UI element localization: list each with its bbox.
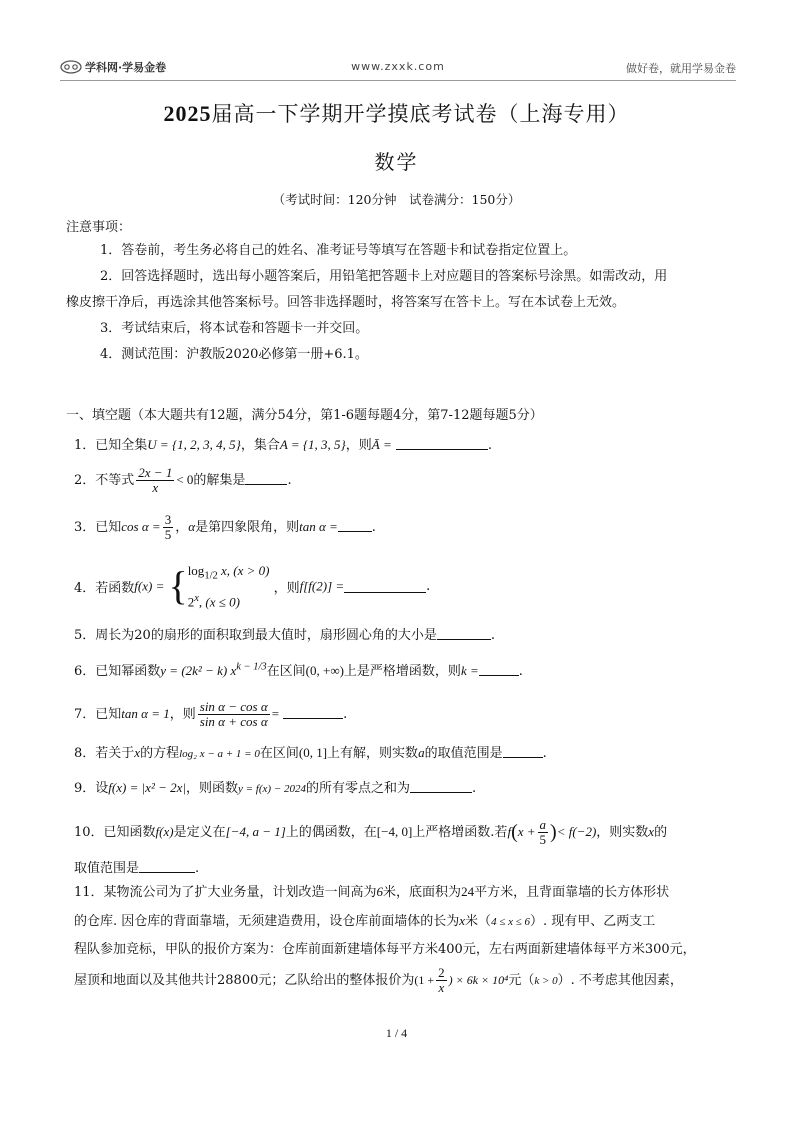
- q10-fx: f(x): [155, 824, 174, 839]
- q4-case-1: [188, 560, 270, 588]
- question-9: [74, 777, 734, 796]
- q10-left-paren: (: [511, 821, 518, 843]
- q11-text-4: 的仓库. 因仓库的背面靠墙，无须建造费用，设仓库前面墙体的长为: [74, 914, 460, 929]
- q4-exponent: x: [194, 592, 199, 604]
- q2-text-2: 的解集是: [193, 473, 246, 488]
- q7-text-2: ，则: [169, 707, 196, 722]
- q6-end: .: [518, 664, 523, 679]
- q3-text-2: ，: [175, 520, 189, 535]
- q10-domain: [−4, a − 1]: [225, 824, 286, 839]
- answer-blank[interactable]: [479, 663, 519, 676]
- question-2: [74, 466, 734, 495]
- q10-denominator: 5: [539, 832, 547, 847]
- exam-title-text: 届高一下学期开学摸底考试卷（上海专用）: [211, 102, 630, 126]
- q11-k-condition: k > 0: [534, 975, 558, 987]
- q7-text: 7．已知: [74, 707, 122, 722]
- q4-case-1-expr: x, (x > 0): [220, 563, 270, 578]
- q2-inequality: < 0: [176, 472, 194, 487]
- notice-heading: 注意事项：: [66, 220, 132, 235]
- answer-blank[interactable]: [410, 780, 472, 793]
- q4-text: 4．若函数: [74, 580, 135, 596]
- q3-cos: cos α =: [121, 519, 161, 534]
- q11-numerator: 2: [438, 965, 445, 980]
- logo-text: 学科网·学易金卷: [85, 61, 167, 74]
- q6-k: k =: [460, 663, 479, 678]
- q1-text-3: ，则: [345, 438, 372, 453]
- q11-x: x: [459, 913, 466, 928]
- q1-set-u: U = {1, 2, 3, 4, 5}: [147, 437, 241, 452]
- q11-denominator: x: [438, 980, 445, 995]
- q9-text-2: ，则函数: [185, 781, 238, 796]
- q10-fraction: [538, 818, 549, 847]
- q4-end: .: [426, 578, 431, 594]
- q10-right-paren: ): [550, 821, 557, 843]
- header-slogan: 做好卷，就用学易金卷: [626, 62, 736, 75]
- q11-text-3: 平方米，且背面靠墙的长方体形状: [474, 885, 670, 900]
- q8-x: x: [134, 745, 141, 760]
- q4-log: log: [187, 563, 205, 578]
- notice-item: 1．答卷前，考生务必将自己的姓名、准考证号等填写在答题卡和试卷指定位置上。: [100, 243, 577, 258]
- q10-interval: [−4, 0]: [376, 824, 413, 839]
- notice-item-continued: 橡皮擦干净后，再选涂其他答案标号。回答非选择题时，将答案写在答卡上。写在本试卷上无效。: [66, 295, 626, 310]
- question-10: [74, 818, 734, 847]
- q10-text-5: ，则实数: [596, 825, 649, 840]
- q1-complement: Ā =: [371, 437, 392, 452]
- q10-numerator: a: [539, 817, 547, 832]
- q11-expr-close: ) × 6k × 10⁴: [448, 973, 509, 987]
- q8-a: a: [418, 745, 425, 760]
- q4-log-base: 1/2: [204, 570, 218, 582]
- q11-text: 11．某物流公司为了扩大业务量，计划改造一间高为: [74, 885, 377, 900]
- q10-end: .: [195, 861, 200, 876]
- q6-interval: (0, +∞): [305, 663, 344, 678]
- q11-line-2: [74, 907, 734, 936]
- answer-blank[interactable]: [139, 860, 195, 873]
- q10-x-plus: x +: [517, 824, 536, 839]
- exam-info: （考试时间：120分钟 试卷满分：150分）: [272, 192, 521, 207]
- q9-function: f(x) = |x² − 2x|: [108, 780, 186, 795]
- q4-case-2: [188, 588, 270, 613]
- q9-text-3: 的所有零点之和为: [305, 781, 410, 796]
- q3-tan: tan α =: [299, 519, 338, 534]
- answer-blank[interactable]: [503, 745, 543, 758]
- q11-line-3: 程队参加竞标，甲队的报价方案为：仓库前面新建墙体每平方米400元，左右两面新建墙体每平方米300元，: [74, 942, 696, 957]
- q11-line-4: [74, 966, 734, 995]
- notice-item: 4．测试范围：沪教版2020必修第一册+6.1。: [100, 347, 368, 362]
- q3-end: .: [371, 520, 376, 535]
- q4-case-2-expr: , (x ≤ 0): [198, 593, 240, 609]
- q9-end: .: [471, 781, 477, 796]
- question-10-line-2: [74, 857, 734, 876]
- page-header: [60, 56, 736, 81]
- answer-blank[interactable]: [396, 437, 488, 450]
- q5-end: .: [490, 628, 495, 643]
- q6-text: 6．已知幂函数: [74, 664, 161, 679]
- q6-text-2: 在区间: [266, 664, 306, 679]
- question-1: [74, 434, 734, 453]
- exam-year: 2025: [163, 101, 212, 126]
- q11-text-6: ）. 现有甲、乙两支工: [530, 914, 656, 929]
- exam-title: [0, 98, 793, 128]
- q11-expr-open: (1 +: [414, 973, 435, 987]
- q10-text-2: 是定义在: [173, 825, 226, 840]
- q4-base: 2: [187, 593, 195, 609]
- question-3: [74, 513, 734, 542]
- q11-range: 4 ≤ x ≤ 6: [491, 916, 531, 928]
- answer-blank[interactable]: [344, 580, 426, 593]
- q4-function: f(x) =: [134, 578, 165, 594]
- site-url[interactable]: www.zxxk.com: [351, 60, 445, 73]
- q11-text-7: 屋顶和地面以及其他共计28800元；乙队给出的整体报价为: [74, 973, 415, 988]
- notice-item: 3．考试结束后，将本试卷和答题卡一并交回。: [100, 321, 369, 336]
- q6-exponent: k − 1/3: [236, 661, 267, 673]
- question-8: [74, 742, 734, 761]
- notice-item: 2．回答选择题时，选出每小题答案后，用铅笔把答题卡上对应题目的答案标号涂黑。如需改动，用: [100, 269, 668, 284]
- q10-x: x: [648, 824, 655, 839]
- q4-brace: {: [168, 563, 188, 609]
- question-5: [74, 624, 734, 643]
- section-heading: 一、填空题（本大题共有12题，满分54分，第1-6题每题4分，第7-12题每题5分）: [66, 408, 543, 423]
- q8-interval: (0, 1]: [298, 745, 328, 760]
- question-4: [74, 560, 734, 613]
- q2-denominator: x: [152, 480, 159, 495]
- q10-text-3: 上的偶函数，在: [285, 825, 377, 840]
- q11-fraction: [436, 966, 447, 995]
- q1-text-2: ，集合: [240, 438, 280, 453]
- q8-text-4: 上有解，则实数: [327, 746, 419, 761]
- q8-equation: log₂ x − a + 1 = 0: [179, 748, 260, 760]
- q8-text-5: 的取值范围是: [424, 746, 503, 761]
- q11-text-8: 元（: [508, 973, 535, 988]
- q2-fraction: [136, 466, 174, 495]
- q10-text-6: 的: [654, 825, 668, 840]
- q10-inequality: < f(−2): [556, 824, 597, 839]
- q7-fraction: [198, 700, 270, 729]
- q7-equals: =: [271, 706, 280, 721]
- q3-text: 3．已知: [74, 520, 122, 535]
- q4-composite: f[f(2)] =: [299, 578, 345, 594]
- q3-text-3: 是第四象限角，则: [195, 520, 300, 535]
- q11-text-2: 米，底面积为: [383, 885, 462, 900]
- q7-end: .: [343, 707, 348, 722]
- q11-height: 6: [376, 884, 384, 899]
- notice-list: [66, 238, 730, 368]
- q1-end: .: [487, 438, 493, 453]
- q7-numerator: sin α − cos α: [199, 699, 268, 714]
- q3-numerator: 3: [164, 512, 172, 527]
- q4-text-2: ，则: [273, 580, 300, 596]
- q2-end: .: [287, 473, 292, 488]
- q10-text: 10．已知函数: [74, 825, 156, 840]
- q6-text-3: 上是严格增函数，则: [343, 664, 461, 679]
- q1-set-a: A = {1, 3, 5}: [279, 437, 346, 452]
- q3-denominator: 5: [164, 527, 172, 542]
- q11-line-1: [74, 878, 734, 907]
- q11-text-5: 米（: [465, 914, 492, 929]
- page-number: 1 / 4: [385, 1026, 408, 1040]
- subject-title: 数学: [374, 150, 419, 174]
- q5-text: 5．周长为20的扇形的面积取到最大值时，扇形圆心角的大小是: [74, 628, 437, 643]
- q8-text-2: 的方程: [140, 746, 180, 761]
- q10-text-4: 上严格增函数.若: [412, 825, 508, 840]
- q7-denominator: sin α + cos α: [199, 714, 268, 729]
- answer-blank[interactable]: [245, 472, 287, 485]
- q2-numerator: 2x − 1: [138, 465, 173, 480]
- q8-text-3: 在区间: [259, 746, 299, 761]
- q8-end: .: [542, 746, 547, 761]
- q11-area: 24: [461, 884, 475, 899]
- q11-text-9: ）. 不考虑其他因素，: [557, 973, 683, 988]
- q9-text: 9．设: [74, 781, 109, 796]
- question-11: [74, 878, 734, 995]
- q6-power-function: y = (2k² − k) x: [160, 663, 237, 678]
- question-7: [74, 700, 734, 729]
- question-6: [74, 660, 734, 679]
- q9-function-2: y = f(x) − 2024: [237, 783, 306, 795]
- q8-text: 8．若关于: [74, 746, 135, 761]
- q10-f: f: [507, 824, 512, 839]
- q3-alpha: α: [188, 519, 196, 534]
- q1-text: 1．已知全集: [74, 438, 148, 453]
- answer-blank[interactable]: [338, 519, 372, 532]
- q7-tan: tan α = 1: [121, 706, 170, 721]
- q4-piecewise: [168, 560, 269, 613]
- q3-fraction: [163, 513, 174, 542]
- answer-blank[interactable]: [437, 627, 491, 640]
- q2-text: 2．不等式: [74, 473, 135, 488]
- answer-blank[interactable]: [283, 706, 343, 719]
- q10-line-2: 取值范围是: [74, 861, 140, 876]
